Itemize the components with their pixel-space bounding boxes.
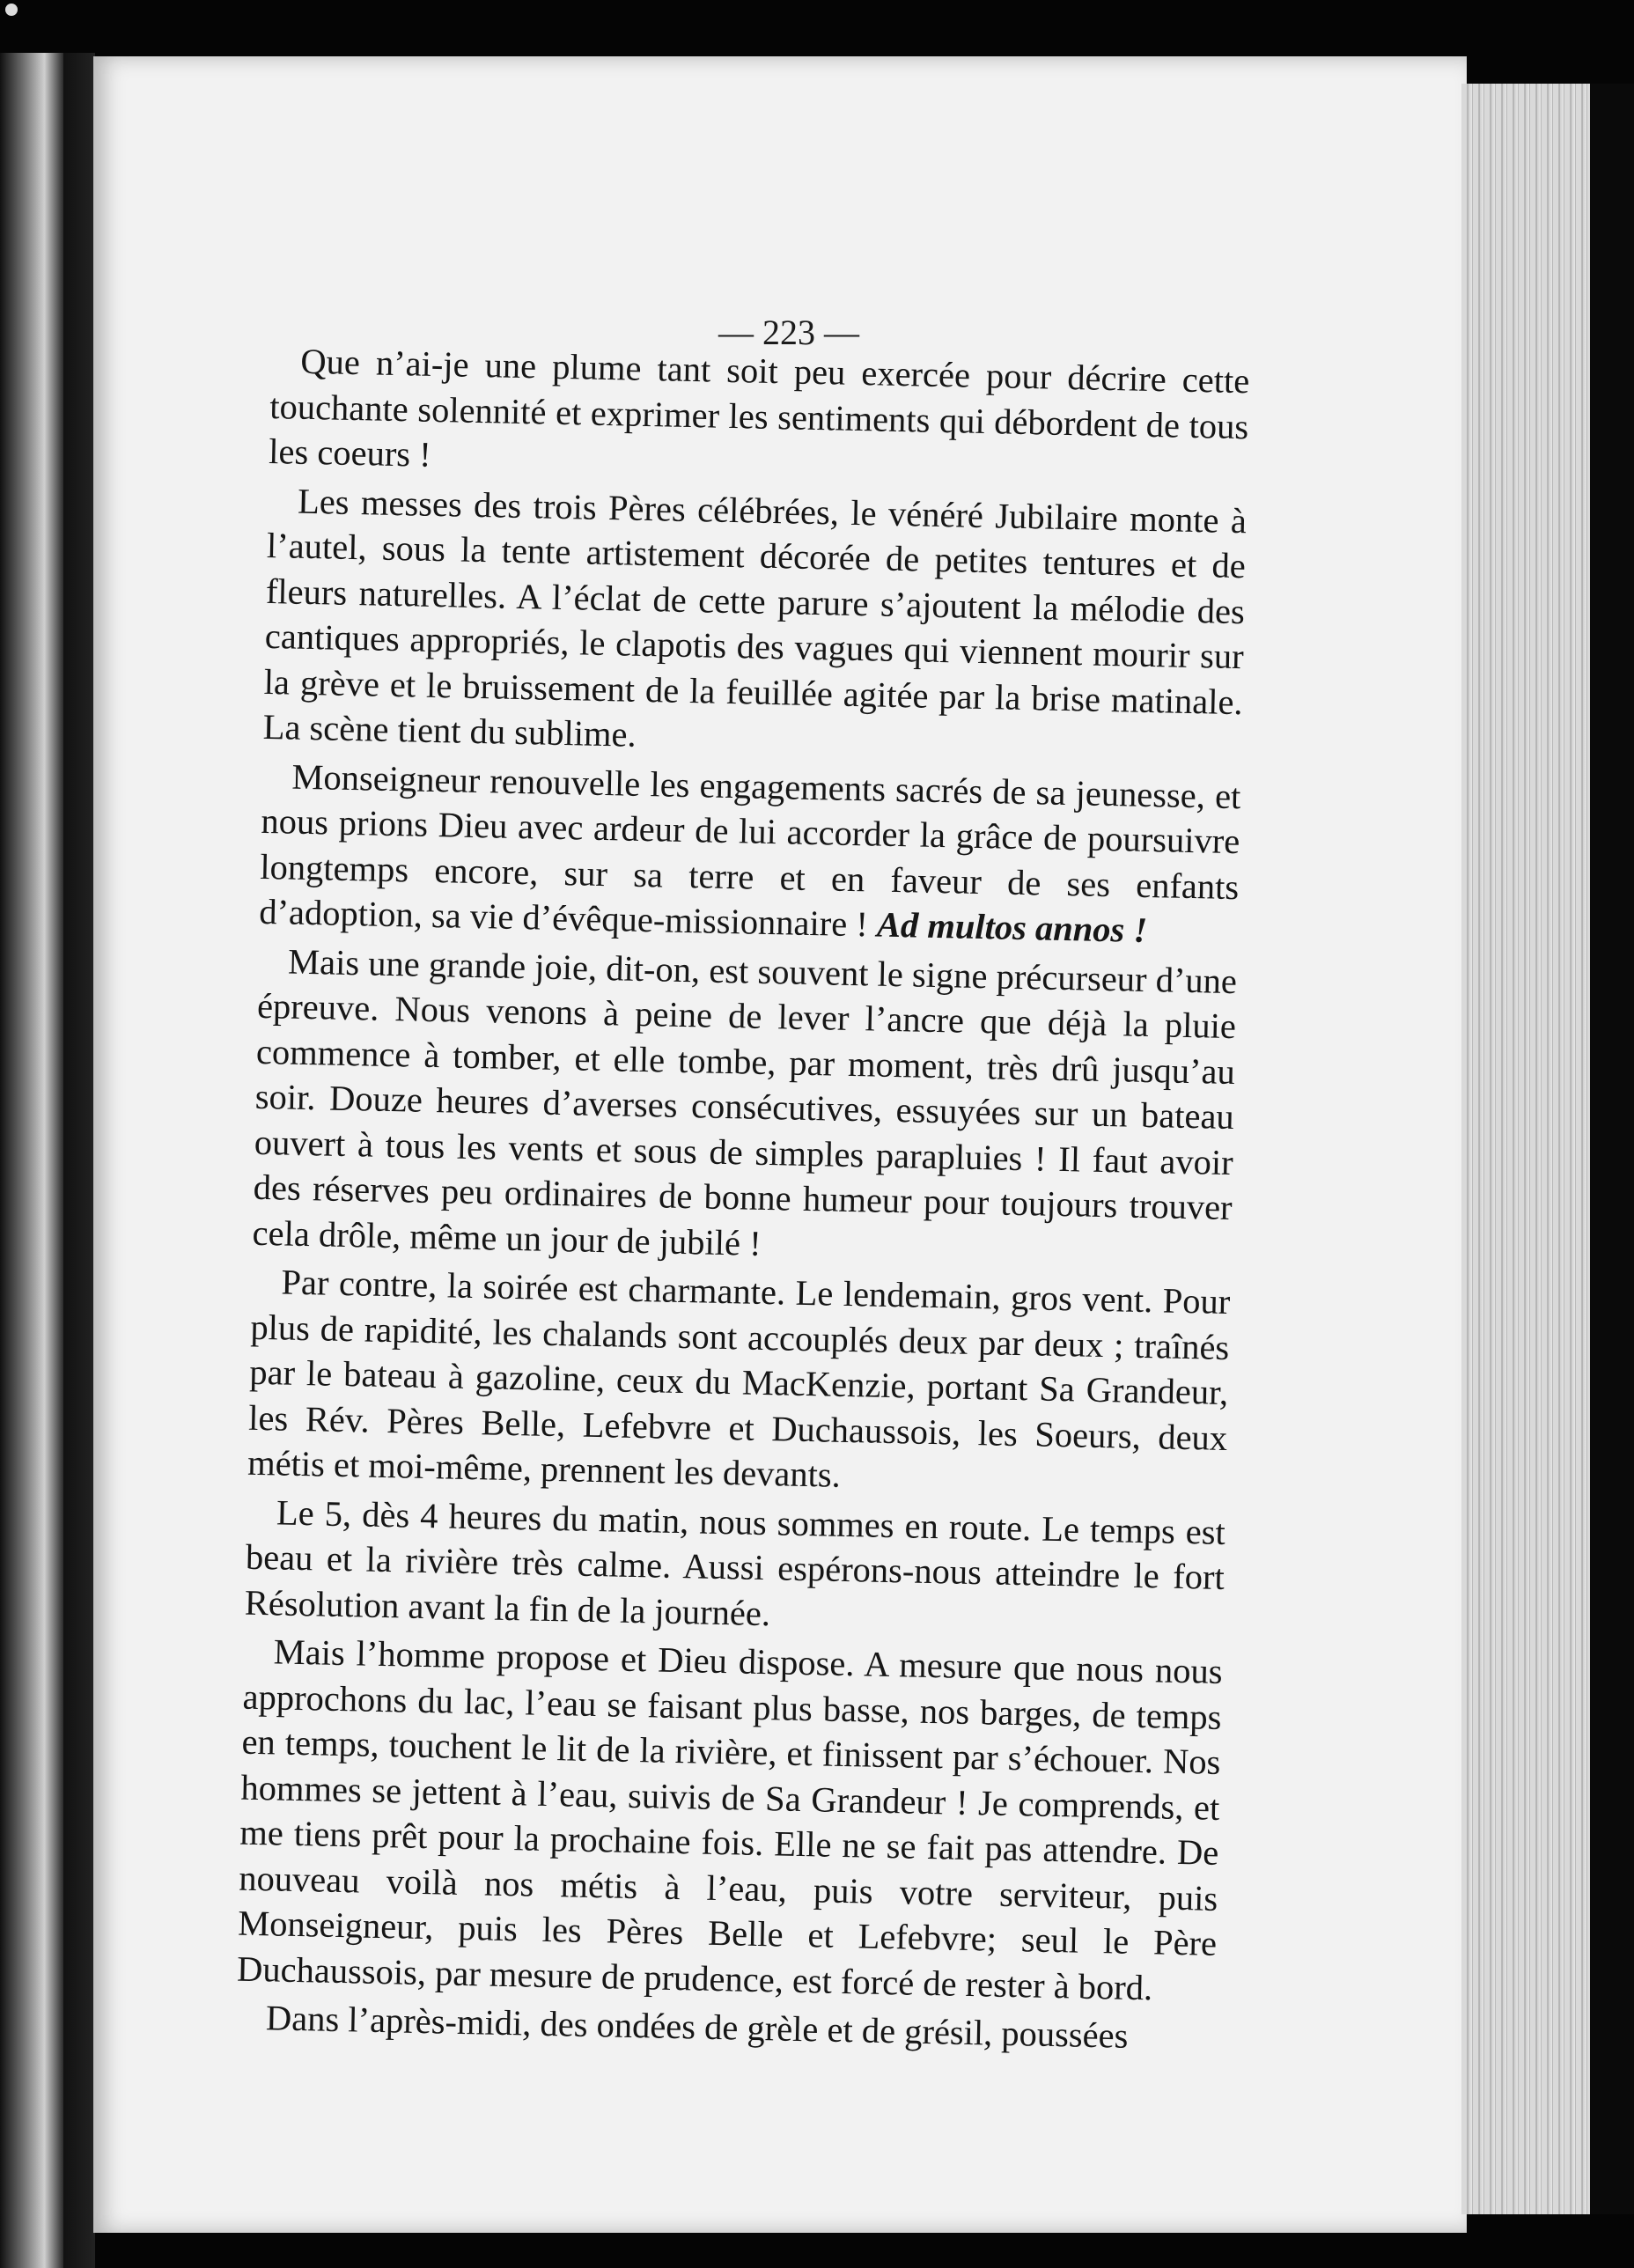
book-binding-gutter xyxy=(0,53,63,2268)
scan-background-right xyxy=(1590,84,1634,2214)
paragraph: Le 5, dès 4 heures du matin, nous sommes en route. Le temps est beau et la rivière très calme. Aussi espérons-nous atteindre le fort Résolution avant la fin de la journée. xyxy=(244,1491,1226,1633)
paragraph: Mais une grande joie, dit-on, est souvent le signe précurseur d’une épreuve. Nous venons à peine de lever l’ancre que déjà la pluie commence à tomber, et elle tombe, par moment, très drû jusqu’au soir. Douze heures d’averses consécutives, essuyées sur un bateau ouvert à tous les vents et sous de simples parapluies ! Il faut avoir des réserves peu ordinaires de bonne humeur pour toujours trouver cela drôle, même un jour de jubilé ! xyxy=(252,941,1238,1263)
paragraph: Dans l’après-midi, des ondées de grèle et de grésil, poussées xyxy=(265,1998,1129,2056)
paragraph: Les messes des trois Pères célébrées, le vénéré Jubilaire monte à l’autel, sous la tente artistement décorée de petites tentures et de fleurs naturelles. A l’éclat de cette parure s’ajoutent la mélodie des cantiques appropriés, le clapotis des vagues qui viennent mourir sur la grève et le bruissement de la feuillée agitée par la brise matinale. La scène tient du sublime. xyxy=(262,481,1248,755)
scan-corner-mark xyxy=(5,4,18,16)
body-text xyxy=(236,338,1250,2060)
paragraph xyxy=(259,753,1241,954)
paragraph-text: Monseigneur renouvelle les engagements sacrés de sa jeunesse, et nous prions Dieu avec ardeur de lui accorder la grâce de poursuivre longtemps encore, sur sa terre et en faveur de ses enfants d’adoption, sa vie d’évêque-missionnaire ! xyxy=(258,756,1241,945)
latin-italic-phrase: Ad multos annos ! xyxy=(876,904,1148,950)
paragraph: Que n’ai-je une plume tant soit peu exercée pour décrire cette touchante solennité et exprimer les sentiments qui débordent de tous les coeurs ! xyxy=(268,341,1250,475)
page-stack-edges xyxy=(1461,84,1590,2214)
paragraph: Mais l’homme propose et Dieu dispose. A mesure que nous nous approchons du lac, l’eau se faisant plus basse, nos barges, de temps en temps, touchent le lit de la rivière, et finissent par s’échouer. Nos hommes se jettent à l’eau, suivis de Sa Grandeur ! Je comprends, et me tiens prêt pour la prochaine fois. Elle ne se fait pas attendre. De nouveau voilà nos métis à l’eau, puis votre serviteur, puis Monseigneur, puis les Pères Belle et Lefebvre; seul le Père Duchaussois, par mesure de prudence, est forcé de rester à bord. xyxy=(236,1631,1223,2007)
gutter-shadow xyxy=(63,53,95,2268)
paragraph: Par contre, la soirée est charmante. Le lendemain, gros vent. Pour plus de rapidité, les chalands sont accouplés deux par deux ; traînés par le bateau à gazoline, ceux du MacKenzie, portant Sa Grandeur, les Rév. Pères Belle, Lefebvre et Duchaussois, les Soeurs, deux métis et moi-même, prennent les devants. xyxy=(247,1262,1231,1495)
page-number: — 223 — xyxy=(718,313,859,352)
